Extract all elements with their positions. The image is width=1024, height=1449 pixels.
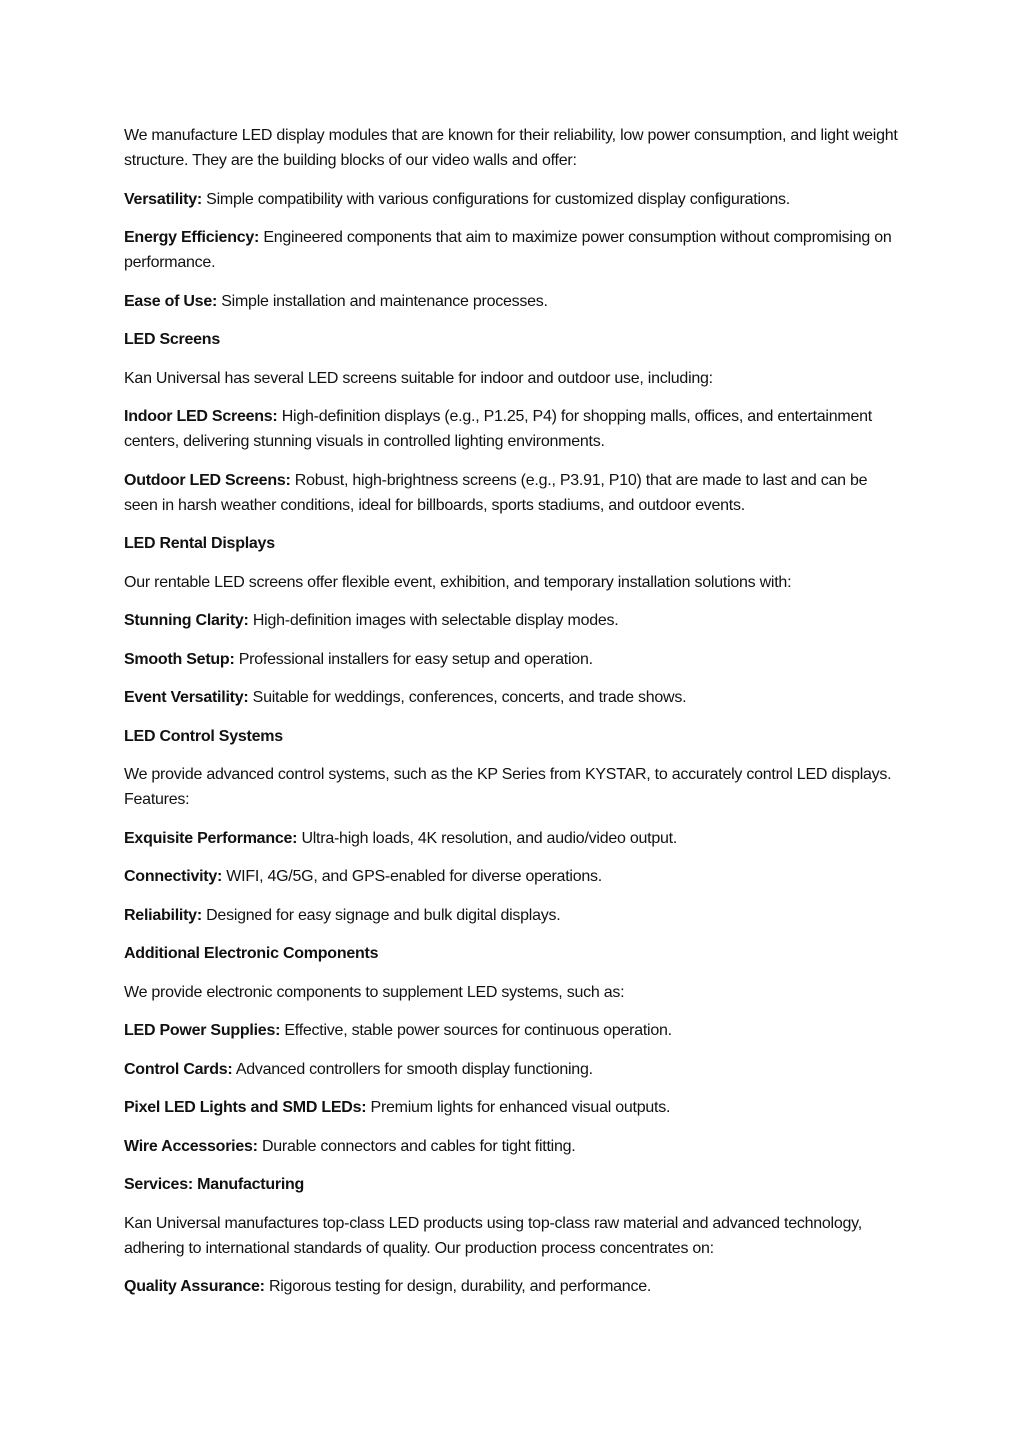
paragraph-label: Reliability:: [124, 906, 202, 924]
paragraph-text: We provide electronic components to supplement LED systems, such as:: [124, 983, 625, 1001]
paragraph: [124, 1274, 904, 1299]
paragraph-text: Simple installation and maintenance processes.: [221, 292, 548, 310]
paragraph-label: Wire Accessories:: [124, 1137, 258, 1155]
section-heading: Additional Electronic Components: [124, 945, 379, 962]
paragraph-label: Pixel LED Lights and SMD LEDs:: [124, 1099, 367, 1116]
paragraph-text: Kan Universal has several LED screens suitable for indoor and outdoor use, including:: [124, 369, 713, 387]
section-heading: LED Rental Displays: [124, 535, 275, 552]
paragraph-label: Indoor LED Screens:: [124, 408, 278, 425]
paragraph-label: Energy Efficiency:: [124, 229, 260, 246]
paragraph-text: Premium lights for enhanced visual outputs.: [370, 1099, 671, 1116]
paragraph-text: High-definition images with selectable display modes.: [252, 612, 619, 629]
paragraph-text: Engineered components that aim to maximize power consumption without compromising on performance.: [124, 229, 892, 271]
paragraph-label: LED Power Supplies:: [124, 1022, 281, 1039]
paragraph: [124, 570, 904, 595]
paragraph: [124, 647, 904, 672]
paragraph: [124, 366, 904, 391]
paragraph-text: Professional installers for easy setup and operation.: [238, 650, 593, 668]
paragraph: [124, 608, 904, 633]
paragraph-label: Connectivity:: [124, 868, 223, 885]
paragraph-text: Kan Universal manufactures top-class LED products using top-class raw material and advanced technology, adhering to international standards of quality. Our production process concentrates on:: [124, 1214, 862, 1257]
paragraph-label: Outdoor LED Screens:: [124, 471, 291, 489]
paragraph: [124, 685, 904, 710]
paragraph-text: WIFI, 4G/5G, and GPS-enabled for diverse operations.: [226, 868, 602, 885]
paragraph-label: Stunning Clarity:: [124, 612, 249, 629]
paragraph: [124, 123, 904, 173]
section-heading: Services: Manufacturing: [124, 1176, 305, 1193]
section-heading: LED Control Systems: [124, 727, 283, 745]
paragraph: [124, 1134, 904, 1159]
document-page: [124, 123, 904, 1313]
paragraph: [124, 1057, 904, 1082]
section-heading: LED Screens: [124, 331, 220, 348]
paragraph-text: Effective, stable power sources for continuous operation.: [284, 1022, 672, 1039]
paragraph-label: Smooth Setup:: [124, 650, 235, 668]
paragraph-text: Designed for easy signage and bulk digital displays.: [206, 906, 561, 924]
paragraph: [124, 1211, 904, 1261]
paragraph-label: Versatility:: [124, 190, 202, 208]
paragraph: [124, 187, 904, 212]
paragraph-text: High-definition displays (e.g., P1.25, P4) for shopping malls, offices, and entertainment centers, delivering stunning visuals in controlled lighting environments.: [124, 408, 872, 450]
paragraph: [124, 903, 904, 928]
paragraph: [124, 864, 904, 889]
paragraph: [124, 404, 904, 454]
paragraph-label: Ease of Use:: [124, 292, 218, 310]
paragraph-text: Advanced controllers for smooth display functioning.: [235, 1060, 593, 1078]
paragraph-text: Robust, high-brightness screens (e.g., P3.91, P10) that are made to last and can be seen in harsh weather conditions, ideal for billboards, sports stadiums, and outdoor events.: [124, 471, 868, 514]
paragraph: [124, 1095, 904, 1120]
paragraph: [124, 225, 904, 275]
paragraph-text: Our rentable LED screens offer flexible event, exhibition, and temporary installation solutions with:: [124, 573, 792, 591]
paragraph: [124, 1018, 904, 1043]
paragraph-text: Simple compatibility with various configurations for customized display configurations.: [206, 190, 790, 208]
paragraph-text: We provide advanced control systems, such as the KP Series from KYSTAR, to accurately control LED displays. Features:: [124, 766, 892, 808]
paragraph: [124, 762, 904, 812]
paragraph-label: Exquisite Performance:: [124, 829, 298, 847]
paragraph-label: Quality Assurance:: [124, 1278, 265, 1295]
paragraph: [124, 826, 904, 851]
paragraph: [124, 468, 904, 518]
paragraph-text: Ultra-high loads, 4K resolution, and audio/video output.: [301, 829, 678, 847]
paragraph-text: Durable connectors and cables for tight fitting.: [261, 1137, 576, 1155]
paragraph-text: Rigorous testing for design, durability, and performance.: [268, 1278, 652, 1295]
paragraph: [124, 289, 904, 314]
paragraph-text: Suitable for weddings, conferences, concerts, and trade shows.: [252, 689, 687, 706]
paragraph-label: Control Cards:: [124, 1060, 233, 1078]
paragraph: [124, 980, 904, 1005]
paragraph-label: Event Versatility:: [124, 689, 249, 706]
paragraph-text: We manufacture LED display modules that are known for their reliability, low power consumption, and light weight structure. They are the building blocks of our video walls and offer:: [124, 127, 898, 169]
